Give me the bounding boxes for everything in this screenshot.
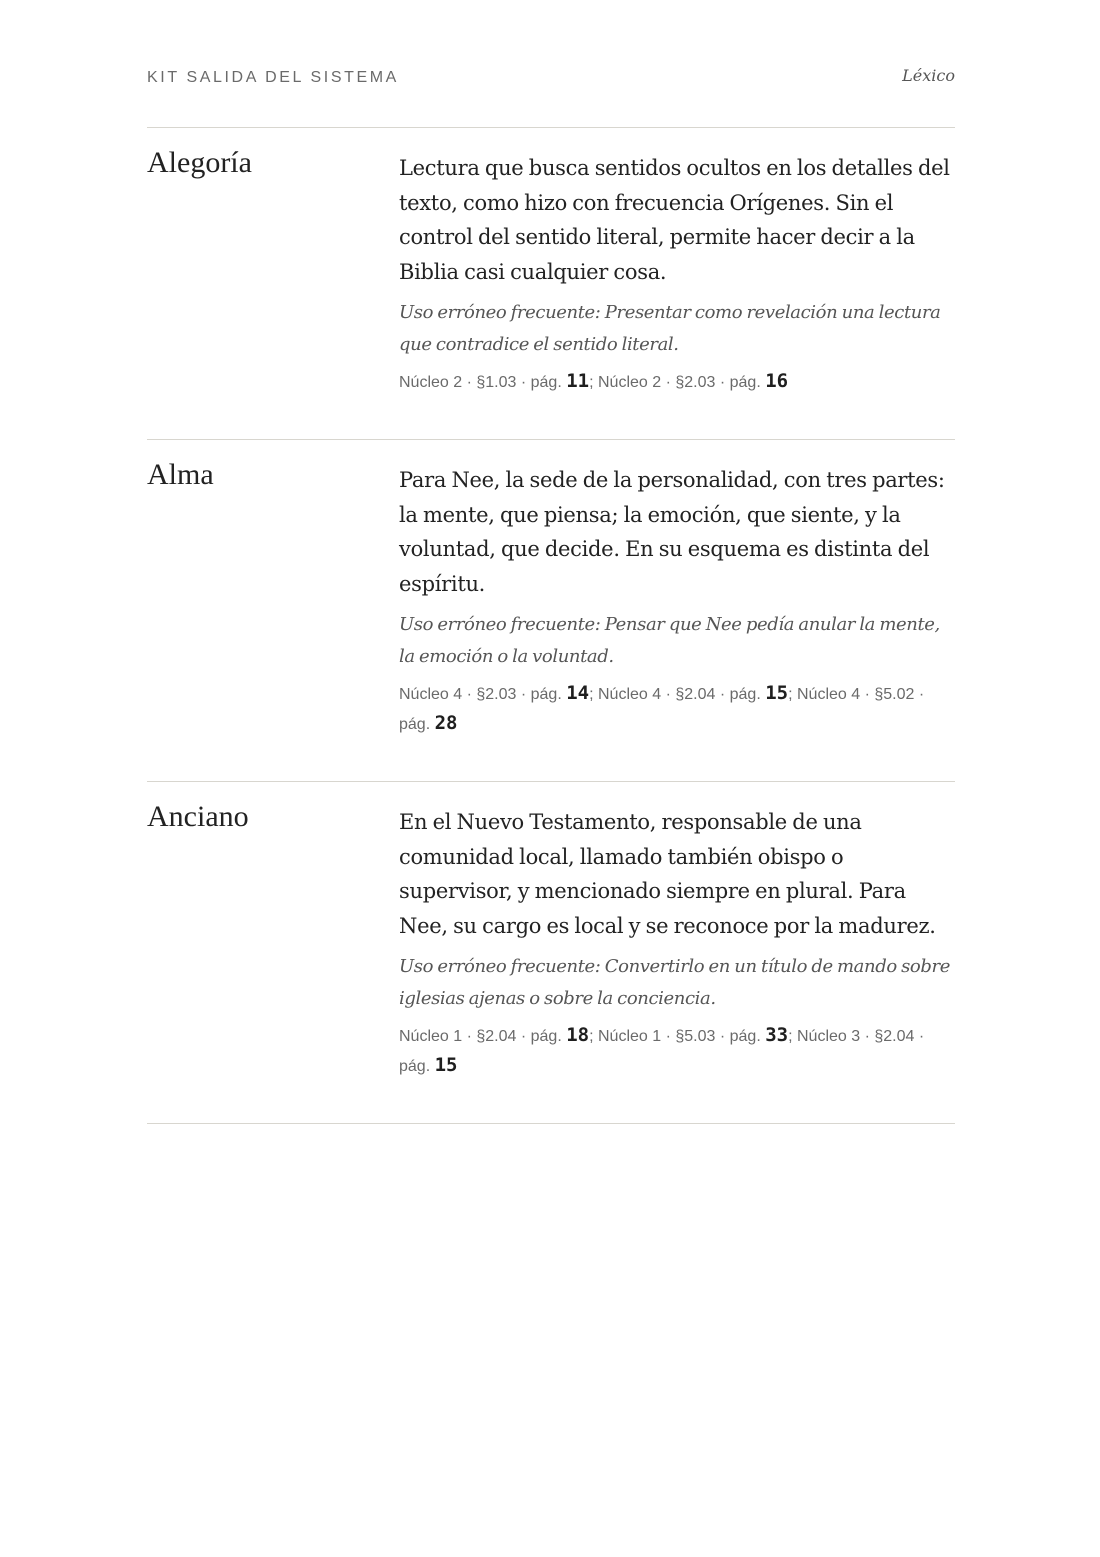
entry-definition: Lectura que busca sentidos ocultos en los detalles del texto, como hizo con frecuencia Orígenes. Sin el control del sentido literal, permite hacer decir a la Biblia casi cualquier cosa. [399,156,950,284]
reference-page-number: 18 [566,1024,590,1046]
lexicon-entry-alma [147,440,955,782]
entry-misuse-note: Uso erróneo frecuente: Convertirlo en un título de mando sobre iglesias ajenas o sobre la conciencia. [399,956,950,1009]
reference-separator: ; [589,1028,598,1045]
reference-page-number: 33 [765,1024,789,1046]
reference-separator: ; [788,686,797,703]
entry-references [399,679,955,739]
reference-text: Núcleo 1 · §2.04 · pág. [399,1028,567,1045]
reference-text: Núcleo 3 · §2.04 · pág. [399,1028,925,1075]
lexicon-entry-alegoria [147,128,955,440]
entry-term: Alma [147,458,214,491]
entry-references [399,367,955,397]
entry-term: Alegoría [147,146,252,179]
reference-text: Núcleo 1 · §5.03 · pág. [598,1028,766,1045]
entry-misuse-note: Uso erróneo frecuente: Presentar como revelación una lectura que contradice el sentido literal. [399,302,941,355]
reference-text: Núcleo 2 · §1.03 · pág. [399,374,567,391]
entry-definition: En el Nuevo Testamento, responsable de una comunidad local, llamado también obispo o supervisor, y mencionado siempre en plural. Para Nee, su cargo es local y se reconoce por la madurez. [399,810,936,938]
kit-title: KIT SALIDA DEL SISTEMA [147,69,399,86]
entry-misuse-note: Uso erróneo frecuente: Pensar que Nee pedía anular la mente, la emoción o la voluntad. [399,614,940,667]
reference-separator: ; [589,686,598,703]
reference-page-number: 15 [765,682,789,704]
lexicon-page [147,0,955,1124]
reference-text: Núcleo 4 · §2.03 · pág. [399,686,567,703]
reference-text: Núcleo 2 · §2.03 · pág. [598,374,766,391]
entry-definition: Para Nee, la sede de la personalidad, con tres partes: la mente, que piensa; la emoción, que siente, y la voluntad, que decide. En su esquema es distinta del espíritu. [399,468,945,596]
reference-page-number: 28 [434,712,458,734]
running-header [147,0,955,128]
reference-text: Núcleo 4 · §5.02 · pág. [399,686,925,733]
entry-body [399,128,955,439]
entry-references [399,1021,955,1081]
reference-page-number: 14 [566,682,590,704]
entry-body [399,782,955,1123]
reference-page-number: 11 [566,370,590,392]
reference-page-number: 16 [765,370,789,392]
reference-page-number: 15 [434,1054,458,1076]
entry-body [399,440,955,781]
reference-separator: ; [788,1028,797,1045]
reference-separator: ; [589,374,598,391]
lexicon-entry-anciano [147,782,955,1124]
section-title: Léxico [902,66,955,85]
reference-text: Núcleo 4 · §2.04 · pág. [598,686,766,703]
entry-term: Anciano [147,800,249,833]
